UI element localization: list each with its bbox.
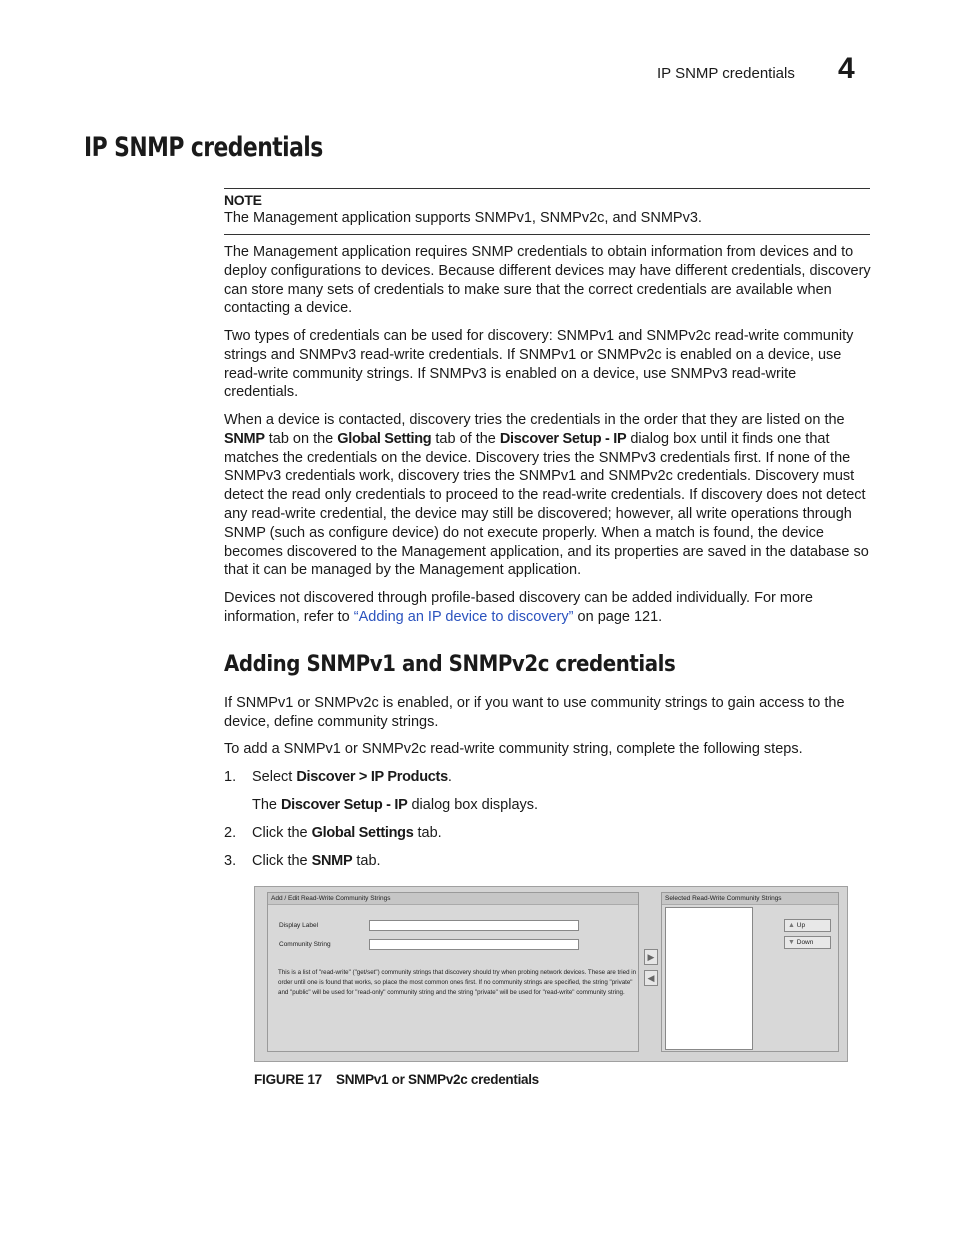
list-item — [252, 853, 381, 869]
list-item — [252, 769, 452, 785]
add-edit-panel — [267, 892, 639, 1052]
selected-strings-panel-title: Selected Read-Write Community Strings — [662, 893, 838, 905]
paragraph-4-text-b: on page 121. — [573, 608, 663, 625]
note-box — [224, 188, 870, 235]
paragraph-3 — [224, 411, 872, 580]
down-button[interactable] — [784, 936, 831, 949]
note-text: The Management application supports SNMPv1, SNMPv2c, and SNMPv3. — [224, 210, 702, 226]
step-text-post: . — [447, 769, 452, 785]
paragraph-2: Two types of credentials can be used for discovery: SNMPv1 and SNMPv2c read-write community strings and SNMPv3 read-write credentials. If SNMPv1 or SNMPv2c is enabled on a device, use read-write community strings. If SNMPv3 is enabled on a device, use SNMPv3 read-write credentials. — [224, 328, 854, 401]
paragraph-3-text-e: dialog box until it finds one that matches the credentials on the device. Discovery tries the SNMPv3 credentials first. If none of the SNMPv3 credentials work, discovery tries the SNMPv1 and SNMPv2c credentials. Discovery must detect the read only credentials to proceed to the read-write credentials. If discovery does not detect any read-write credential, the device may still be discovered; however, all write operations through SNMP (such as configure device) do not execute properly. When a match is found, the device becomes discovered to the Management application, and its properties are saved in the database so that it can be managed by the Management application. — [224, 430, 869, 579]
display-label-input[interactable] — [369, 920, 579, 931]
add-edit-panel-title: Add / Edit Read-Write Community Strings — [268, 893, 638, 905]
step-text-bold: Discover Setup - IP — [281, 797, 408, 813]
section2-paragraph-1: If SNMPv1 or SNMPv2c is enabled, or if you want to use community strings to gain access to the device, define community strings. — [224, 695, 845, 730]
add-arrow-button[interactable]: ▶ — [644, 949, 658, 965]
up-button-label: Up — [796, 922, 806, 929]
figure-screenshot — [254, 886, 848, 1062]
down-button-label: Down — [796, 939, 814, 946]
display-label-label: Display Label — [279, 922, 319, 929]
figure-caption — [254, 1072, 539, 1087]
triangle-down-icon: ▼ — [788, 939, 795, 946]
step-text-pre: Click the — [252, 825, 312, 841]
list-item — [252, 797, 538, 813]
up-button[interactable] — [784, 919, 831, 932]
paragraph-4 — [224, 589, 872, 627]
selected-strings-list[interactable] — [665, 907, 753, 1050]
step-text-post: dialog box displays. — [407, 797, 539, 813]
community-string-description: This is a list of "read-write" ("get/set") community strings that discovery should try when probing network devices. These are tried in order until one is found that works, so place the most common ones first. If no community strings are specified, the string "private" and "public" will be used for "read-only" community string and the string "private" will be used for "read-write" community string. — [278, 969, 637, 996]
page-title: IP SNMP credentials — [84, 132, 323, 163]
figure-caption-text: SNMPv1 or SNMPv2c credentials — [336, 1072, 539, 1087]
community-string-input[interactable] — [369, 939, 579, 950]
step-text-post: tab. — [413, 825, 442, 841]
paragraph-1: The Management application requires SNMP credentials to obtain information from devices and to deploy configurations to devices. Because different devices may have different credentials, discovery can store many sets of credentials to make sure that the correct credentials are available when contacting a device. — [224, 244, 871, 317]
chapter-number: 4 — [838, 52, 855, 85]
section2-paragraph-2: To add a SNMPv1 or SNMPv2c read-write community string, complete the following steps. — [224, 741, 803, 757]
list-item — [252, 825, 442, 841]
paragraph-4-text-a: Devices not discovered through profile-based discovery can be added individually. For more information, refer to — [224, 590, 813, 625]
header-section-title: IP SNMP credentials — [657, 65, 795, 82]
global-setting-ref: Global Setting — [337, 430, 432, 447]
note-label: NOTE — [224, 192, 262, 208]
remove-arrow-button[interactable]: ◀ — [644, 970, 658, 986]
cross-reference-link[interactable]: “Adding an IP device to discovery” — [353, 608, 574, 625]
step-text-bold: Discover > IP Products — [296, 769, 448, 785]
triangle-up-icon: ▲ — [788, 922, 795, 929]
step-text-bold: SNMP — [311, 853, 353, 869]
figure-number: FIGURE 17 — [254, 1072, 322, 1087]
paragraph-3-text-c: tab on the — [264, 430, 338, 447]
step-text-post: tab. — [352, 853, 381, 869]
paragraph-3-text-a: When a device is contacted, discovery tries the credentials in the order that they are listed on the — [224, 412, 845, 428]
discover-setup-ref: Discover Setup - IP — [499, 430, 627, 447]
step-text-pre: The — [252, 797, 282, 813]
section-heading: Adding SNMPv1 and SNMPv2c credentials — [224, 652, 676, 677]
step-text-pre: Select — [252, 769, 297, 785]
step-text-pre: Click the — [252, 853, 312, 869]
selected-strings-panel — [661, 892, 839, 1052]
snmp-tab-ref: SNMP — [224, 430, 265, 447]
community-string-label: Community String — [279, 941, 331, 948]
step-number: 3. — [224, 853, 237, 869]
paragraph-3-text-d: tab of the — [431, 430, 500, 447]
step-number: 2. — [224, 825, 237, 841]
step-text-bold: Global Settings — [311, 825, 414, 841]
step-number: 1. — [224, 769, 237, 785]
